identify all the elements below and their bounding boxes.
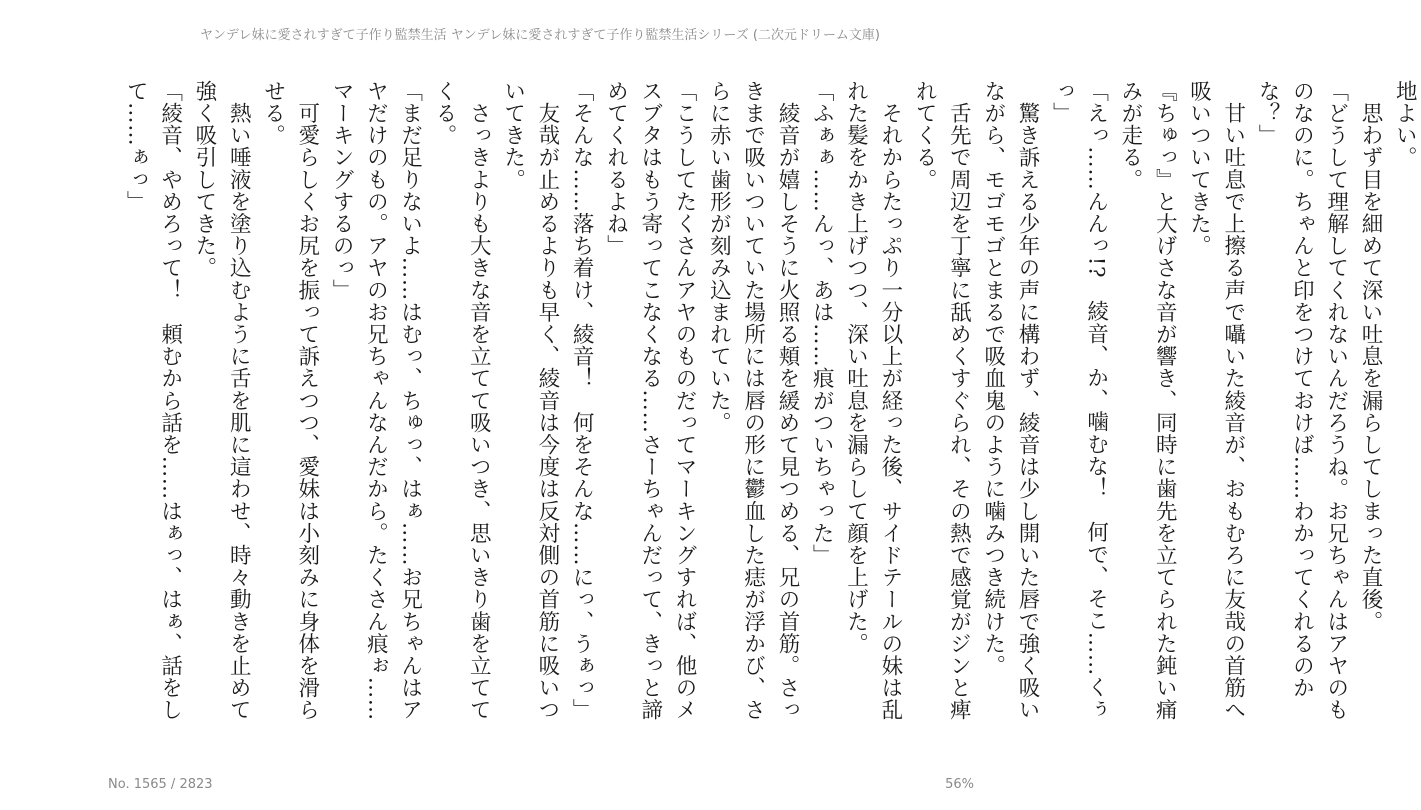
paragraph: 『ちゅっ』と大げさな音が響き、同時に歯先を立てられた鈍い痛みが走る。: [1117, 80, 1178, 721]
paragraph: 「えっ……んんっ!? 綾音、か、噛むな！ 何で、そこ……くぅっ」: [1049, 80, 1109, 721]
paragraph: それからたっぷり一分以上が経った後、サイドテールの妹は乱れた髪をかき上げつつ、深い吐息を漏らして顔を上げた。: [843, 80, 903, 721]
paragraph: 可愛らしくお尻を振って訴えつつ、愛妹は小刻みに身体を滑らせる。: [260, 80, 320, 721]
location-indicator: No. 1565 / 2823: [108, 777, 213, 792]
paragraph: 「そんな……落ち着け、綾音！ 何をそんな……にっ、うぁっ」: [569, 80, 595, 721]
paragraph: 「ふぁぁ……んっ、あは……痕がついちゃった」: [809, 80, 835, 567]
paragraph: 「どうして理解してくれないんだろうね。お兄ちゃんはアヤのものなのに。ちゃんと印をつけておけば……わかってくれるのかな？」: [1255, 80, 1349, 721]
paragraph: 地よい。: [1392, 80, 1418, 169]
paragraph: 綾音が嬉しそうに火照る頬を緩めて見つめる、兄の首筋。さっきまで吸いついていた場所には唇の形に鬱血した痣が浮かび、さらに赤い歯形が刻み込まれていた。: [706, 80, 800, 721]
paragraph: 「綾音、やめろって！ 頼むから話を……はぁっ、はぁ、話をして……ぁっ」: [123, 80, 183, 721]
page-content: [118, 80, 1418, 740]
paragraph: 友哉が止めるよりも早く、綾音は今度は反対側の首筋に吸いついてきた。: [500, 80, 560, 721]
book-title: ヤンデレ妹に愛されすぎて子作り監禁生活 ヤンデレ妹に愛されすぎて子作り監禁生活シリーズ (二次元ドリーム文庫): [200, 28, 880, 43]
paragraph: 「こうしてたくさんアヤのものだってマーキングすれば、他のメスブタはもう寄ってこなくなる……さーちゃんだって、きっと諦めてくれるよね」: [603, 80, 698, 721]
paragraph: 思わず目を細めて深い吐息を漏らしてしまった直後。: [1357, 80, 1383, 633]
paragraph: 驚き訴える少年の声に構わず、綾音は少し開いた唇で強く吸いながら、モゴモゴとまるで吸血鬼のように噛みつき続けた。: [980, 80, 1041, 721]
vertical-text-body: [118, 80, 1421, 740]
paragraph: さっきよりも大きな音を立てて吸いつき、思いきり歯を立ててくる。: [431, 80, 492, 721]
progress-percent: 56%: [945, 777, 974, 792]
paragraph: 「まだ足りないよ……はむっ、ちゅっ、はぁ……お兄ちゃんはアヤだけのもの。アヤのお兄ちゃんなんだから。たくさん痕ぉ……マーキングするのっ」: [329, 80, 423, 721]
paragraph: 舌先で周辺を丁寧に舐めくすぐられ、その熱で感覚がジンと痺れてくる。: [912, 80, 972, 721]
paragraph: 熱い唾液を塗り込むように舌を肌に這わせ、時々動きを止めて強く吸引してきた。: [191, 80, 252, 721]
paragraph: 甘い吐息で上擦る声で囁いた綾音が、おもむろに友哉の首筋へ吸いついてきた。: [1186, 80, 1246, 721]
